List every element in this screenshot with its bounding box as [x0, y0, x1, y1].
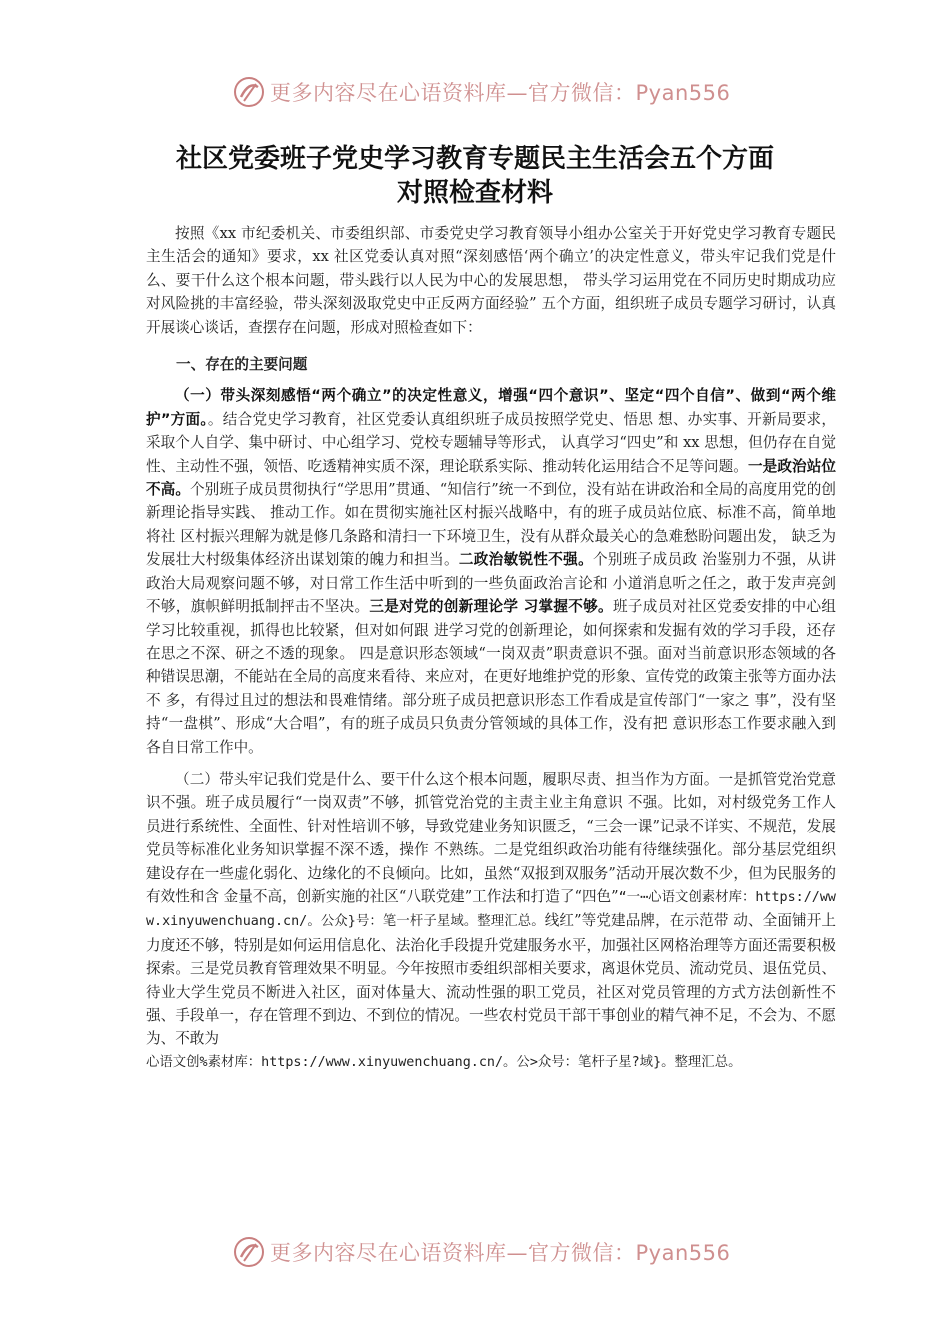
banner-text: 更多内容尽在心语资料库—官方微信：Pyan556: [270, 1241, 731, 1265]
banner-text: 更多内容尽在心语资料库—官方微信：Pyan556: [270, 81, 731, 105]
point-3-label: 三是对党的创新理论学 习掌握不够。: [369, 598, 613, 616]
page-title: [100, 142, 850, 210]
seal-icon: [232, 75, 266, 109]
header-banner: [232, 72, 732, 112]
promo-line-1: “一⋯心语文创素材库：https://www.xinyuwenchuang.cn/。公众}号：笔一杆子星域。整理汇总。: [146, 889, 836, 930]
point-1-label: 一是政治站位不高。: [146, 457, 836, 499]
document-body: [146, 222, 836, 1074]
point-2-text: 个别班子成员政 治鉴别力不强，从讲政治大局观察问题不够，对日常工作生活中听到的一些负面政治言论和 小道消息听之任之，敢于发声亮剑不够，旗帜鲜明抵制抨击不坚决。: [146, 551, 836, 616]
section-2-continued: 线红”等党建品牌，在示范带 动、全面铺开上力度还不够，特别是如何运用信息化、法治化手段提升党建服务水平，加强社区网格治理等方面还需要积极探索。三是党员教育管理效果不明显。今年按照市委组织部相关要求，离退休党员、流动党员、退伍党员、待业大学生党员不断进入社区，面对体量大、流动性强的职工党员，社区对党员管理的方式方法创新性不强、手段单一，存在管理不到边、不到位的情况。一些农村党员干部干事创业的精气神不足，不会为、不愿为、不敢为: [146, 912, 836, 1048]
footer-banner: [232, 1232, 732, 1272]
subsection-1-text: 。结合党史学习教育，社区党委认真组织班子成员按照学党史、悟思 想、办实事、开新局要求，采取个人自学、集中研讨、中心组学习、党校专题辅导等形式， 认真学习“四史”和 xx 思想，但仍存在自觉性、主动性不强，领悟、吃透精神实质不深，理论联系实际、推动转化运用结合不足等问题。: [146, 410, 836, 475]
point-1-text: 个别班子成员贯彻执行“学思用”贯通、“知信行”统一不到位，没有站在讲政治和全局的高度用党的创新理论指导实践、 推动工作。如在贯彻实施社区村振兴战略中，有的班子成员站位底、标准不高，简单地将社 区村振兴理解为就是修几条路和清扫一下环境卫生，没有从群众最关心的急难愁盼问题出发， 缺乏为发展壮大村级集体经济出谋划策的魄力和担当。: [146, 481, 836, 569]
section-1-paragraph: [146, 384, 836, 759]
section-heading: 一、存在的主要问题: [176, 356, 308, 374]
point-3-text: 班子成员对社区党委安排的中心组学习比较重视，抓得也比较紧，但对如何跟 进学习党的创新理论，如何探索和发掘有效的学习手段，还存在思之不深、研之不透的现象。 四是意识形态领域“一岗双责”职责意识不强。面对当前意识形态领域的各种错误思潮，不能站在全局的高度来看待、来应对，在更好地维护党的形象、宣传党的政策主张等方面办法不 多，有得过且过的想法和畏难情绪。部分班子成员把意识形态工作看成是宣传部门“一家之 事”，没有坚持“一盘棋”、形成“大合唱”，有的班子成员只负责分管领域的具体工作，没有把 意识形态工作要求融入到各自日常工作中。: [146, 598, 836, 756]
section-2-paragraph: [146, 768, 836, 1051]
point-2-label: 二政治敏锐性不强。: [458, 551, 593, 569]
title-line-1: 社区党委班子党史学习教育专题民主生活会五个方面: [175, 144, 774, 174]
title-line-2: 对照检查材料: [396, 178, 553, 208]
section-2-text: （二）带头牢记我们党是什么、要干什么这个根本问题，履职尽责、担当作为方面。一是抓管党治党意识不强。班子成员履行“一岗双责”不够，抓管党治党的主责主业主角意识 不强。比如，对村级党务工作人员进行系统性、全面性、针对性培训不够，导致党建业务知识匮乏，“三会一课”记录不详实、不规范，发展党员等标准化业务知识掌握不深不透，操作 不熟练。二是党组织政治功能有待继续强化。部分基层党组织建设存在一些虚化弱化、边缘化的不良倾向。比如，虽然“双报到双服务”活动开展次数不少，但为民服务的有效性和含 金量不高，创新实施的社区“八联党建”工作法和打造了“四色”: [146, 770, 836, 905]
subsection-1-title: （一）带头深刻感悟“两个确立”的决定性意义，增强“四个意识”、坚定“四个自信”、做到“两个维护”方面。: [146, 387, 836, 428]
intro-paragraph: 按照《xx 市纪委机关、市委组织部、市委党史学习教育领导小组办公室关于开好党史学习教育专题民主生活会的通知》要求，xx 社区党委认真对照“深刻感悟‘两个确立’的决定性意义，带头牢记我们党是什么、要干什么这个根本问题，带头践行以人民为中心的发展思想， 带头学习运用党在不同历史时期成功应对风险挑的丰富经验，带头深刻汲取党史中正反两方面经验” 五个方面，组织班子成员专题学习研讨，认真开展谈心谈话，查摆存在问题，形成对照检查如下：: [146, 225, 836, 336]
promo-line-2: 心语文创%素材库：https://www.xinyuwenchuang.cn/。公>众号：笔杆子星?域}。整理汇总。: [146, 1054, 742, 1070]
seal-icon: [232, 1235, 266, 1269]
